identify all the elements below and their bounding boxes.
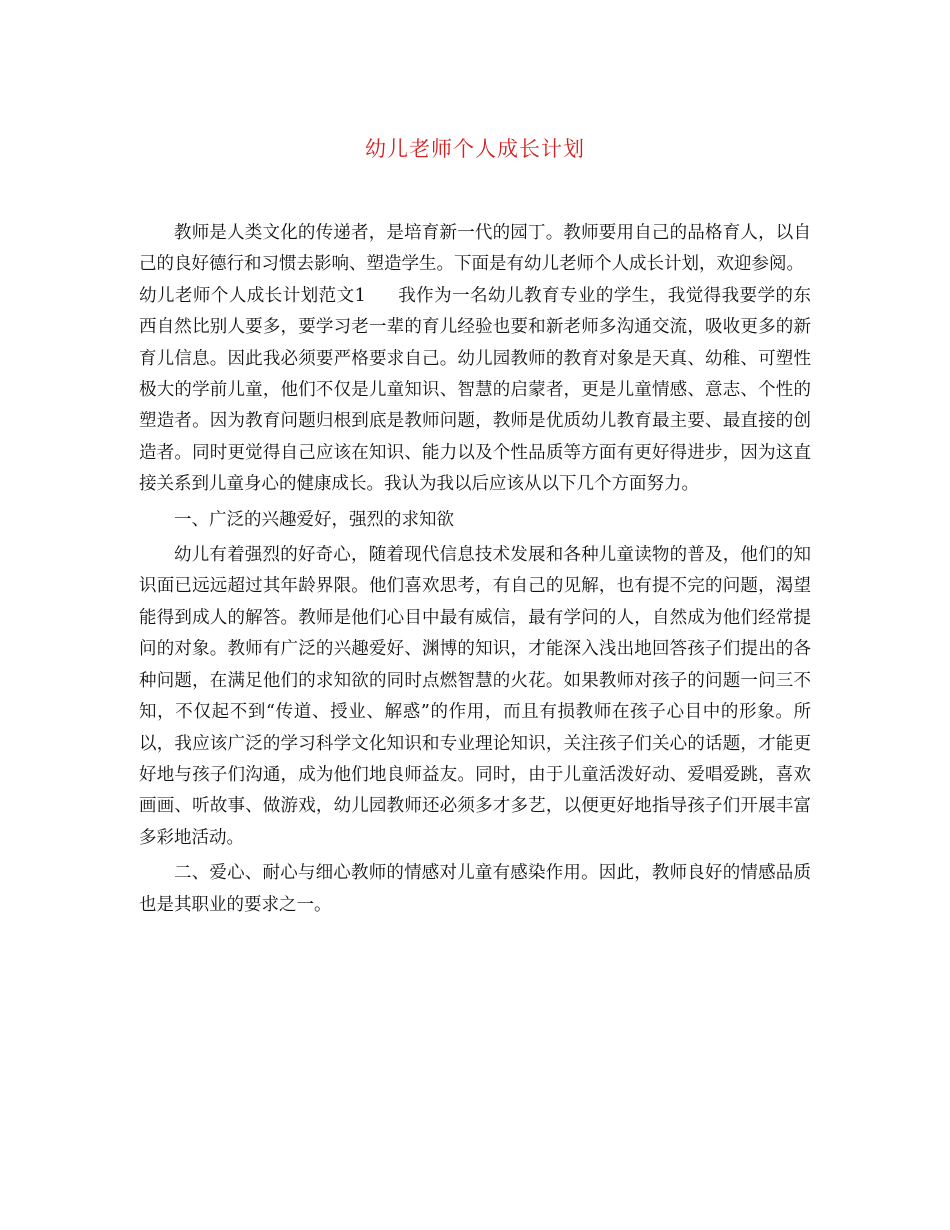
document-body bbox=[139, 218, 811, 921]
section1-paragraph: 幼儿有着强烈的好奇心，随着现代信息技术发展和各种儿童读物的普及，他们的知识面已远远超过其年龄界限。他们喜欢思考，有自己的见解，也有提不完的问题，渴望能得到成人的解答。教师是他们心目中最有威信，最有学问的人，自然成为他们经常提问的对象。教师有广泛的兴趣爱好、渊博的知识，才能深入浅出地回答孩子们提出的各种问题，在满足他们的求知欲的同时点燃智慧的火花。如果教师对孩子的问题一问三不知，不仅起不到“传道、授业、解惑”的作用，而且有损教师在孩子心目中的形象。所以，我应该广泛的学习科学文化知识和专业理论知识，关注孩子们关心的话题，才能更好地与孩子们沟通，成为他们地良师益友。同时，由于儿童活泼好动、爱唱爱跳，喜欢画画、听故事、做游戏，幼儿园教师还必须多才多艺，以便更好地指导孩子们开展丰富多彩地活动。 bbox=[139, 545, 811, 848]
sample-paragraph bbox=[139, 281, 811, 501]
sample-body: 我作为一名幼儿教育专业的学生，我觉得我要学的东西自然比别人要多，要学习老一辈的育儿经验也要和新老师多沟通交流，吸收更多的新育儿信息。因此我必须要严格要求自己。幼儿园教师的教育对象是天真、幼稚、可塑性极大的学前儿童，他们不仅是儿童知识、智慧的启蒙者，更是儿童情感、意志、个性的塑造者。因为教育问题归根到底是教师问题，教师是优质幼儿教育最主要、最直接的创造者。同时更觉得自己应该在知识、能力以及个性品质等方面有更好得进步，因为这直接关系到儿童身心的健康成长。我认为我以后应该从以下几个方面努力。 bbox=[139, 285, 811, 495]
section1-heading: 一、广泛的兴趣爱好，强烈的求知欲 bbox=[174, 509, 454, 530]
sample-heading: 幼儿老师个人成长计划范文1 bbox=[139, 285, 366, 306]
intro-paragraph: 教师是人类文化的传递者，是培育新一代的园丁。教师要用自己的品格育人，以自己的良好德行和习惯去影响、塑造学生。下面是有幼儿老师个人成长计划，欢迎参阅。 bbox=[139, 223, 811, 275]
section2-paragraph: 二、爱心、耐心与细心教师的情感对儿童有感染作用。因此，教师良好的情感品质也是其职业的要求之一。 bbox=[139, 863, 811, 915]
document-title: 幼儿老师个人成长计划 bbox=[365, 137, 585, 161]
